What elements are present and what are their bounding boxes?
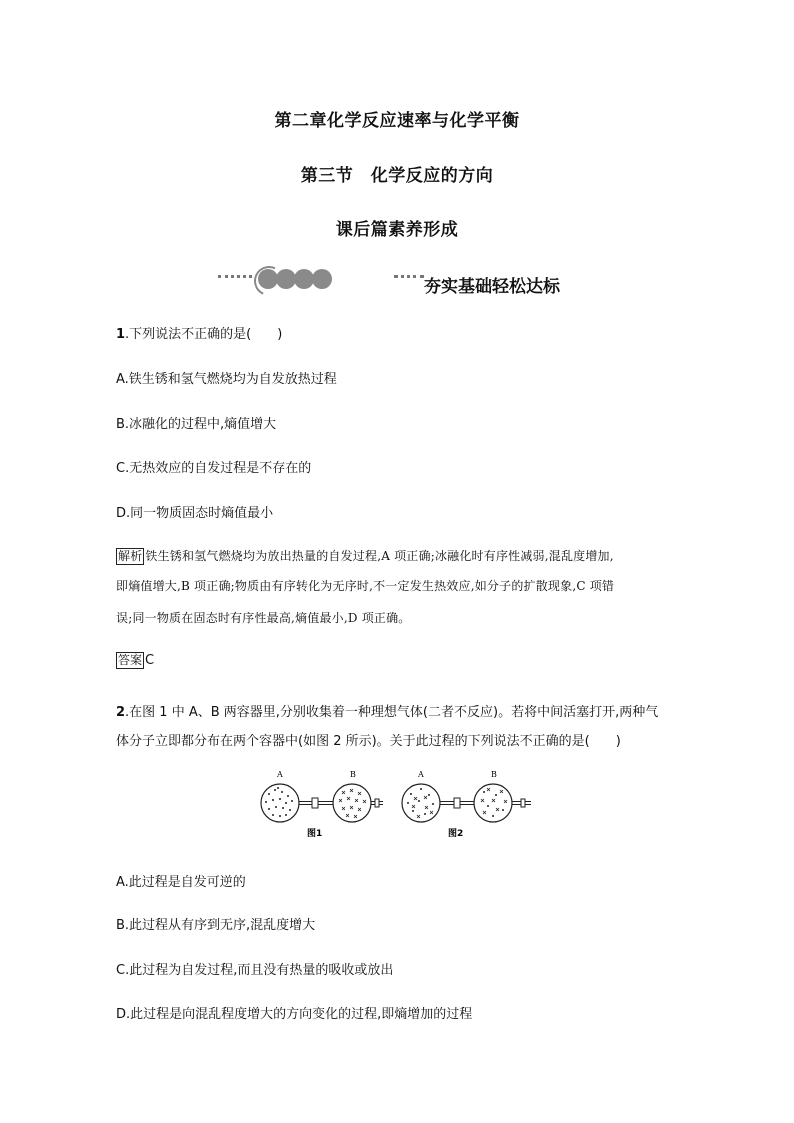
figure-1	[261, 770, 383, 839]
container-b-label: B	[350, 770, 356, 779]
answer-label: 答案	[118, 653, 143, 667]
decorative-dots	[218, 275, 252, 278]
question-1-option-b: B.冰融化的过程中,熵值增大	[116, 417, 277, 432]
decorative-ball	[276, 269, 296, 289]
question-2-option-b: B.此过程从有序到无序,混乱度增大	[116, 918, 316, 933]
container-a-label: A	[418, 770, 424, 779]
figure-2-caption: 图2	[448, 829, 464, 839]
question-1-option-d: D.同一物质固态时熵值最小	[116, 506, 274, 521]
explanation-line: 即熵值增大,B 项正确;物质由有序转化为无序时,不一定发生热效应,如分子的扩散现象,C 项错	[116, 579, 615, 593]
question-number: 2	[116, 705, 126, 720]
explanation-line: 解析 铁生锈和氢气燃烧均为放出热量的自发过程,A 项正确;冰融化时有序性减弱,混乱度增加,	[118, 549, 614, 563]
stopcock-valve	[312, 798, 318, 808]
container-a-label: A	[277, 770, 283, 779]
section-title: 第三节 化学反应的方向	[300, 166, 494, 186]
explanation-label: 解析	[118, 549, 143, 563]
question-1-option-a: A.铁生锈和氢气燃烧均为自发放热过程	[116, 372, 337, 387]
decorative-ball	[312, 269, 332, 289]
question-1-stem: 1.下列说法不正确的是( )	[116, 327, 283, 342]
question-2-stem: 2.在图 1 中 A、B 两容器里,分别收集着一种理想气体(二者不反应)。若将中间活塞打开,两种气	[116, 705, 659, 720]
question-number: 1	[116, 327, 126, 342]
decorative-dots	[394, 275, 424, 278]
page-subtitle: 课后篇素养形成	[335, 220, 459, 240]
container-b-label: B	[491, 770, 497, 779]
answer-line	[116, 652, 154, 669]
figure-1-caption: 图1	[307, 829, 323, 839]
answer-value: C	[145, 653, 155, 668]
stopcock-valve	[454, 798, 460, 808]
question-2-option-d: D.此过程是向混乱程度增大的方向变化的过程,即熵增加的过程	[116, 1007, 473, 1022]
chapter-title: 第二章化学反应速率与化学平衡	[274, 111, 520, 131]
question-2-option-a: A.此过程是自发可逆的	[116, 875, 246, 890]
figure-2	[402, 770, 531, 839]
section-banner-label: 夯实基础轻松达标	[424, 277, 560, 297]
decorative-ball	[294, 269, 314, 289]
explanation-line: 误;同一物质在固态时有序性最高,熵值最小,D 项正确。	[116, 611, 411, 625]
gas-diffusion-figure	[255, 770, 545, 840]
section-banner	[218, 266, 598, 296]
question-2-option-c: C.此过程为自发过程,而且没有热量的吸收或放出	[116, 963, 394, 978]
question-1-option-c: C.无热效应的自发过程是不存在的	[116, 461, 312, 476]
question-2-stem-cont: 体分子立即都分布在两个容器中(如图 2 所示)。关于此过程的下列说法不正确的是( )	[116, 734, 621, 749]
decorative-ball	[258, 269, 278, 289]
